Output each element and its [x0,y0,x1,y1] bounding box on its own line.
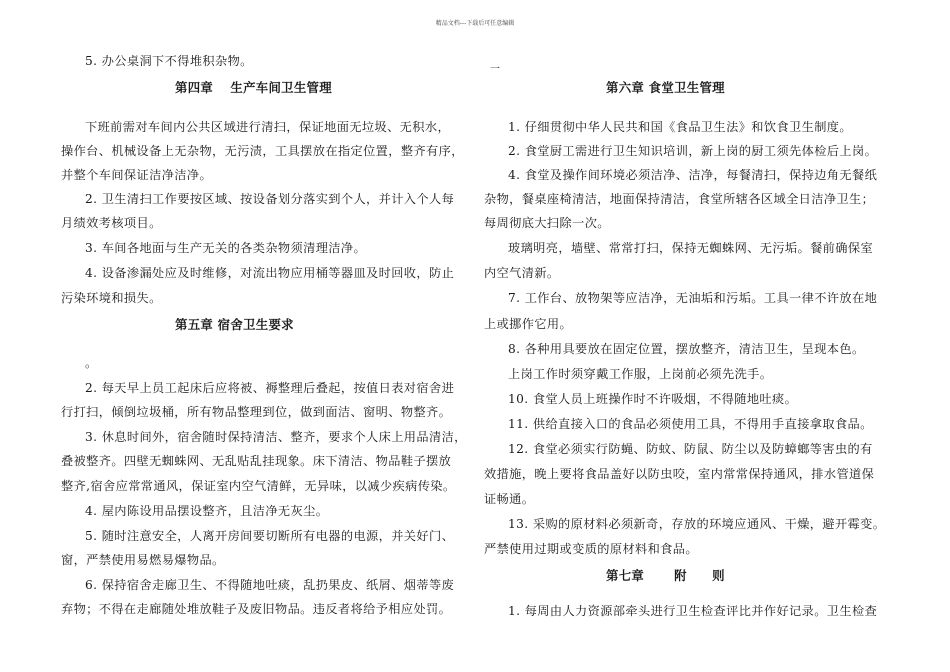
text-line: 窗，严禁使用易燃易爆物品。 [61,553,225,567]
text-line: 操作台、机械设备上无杂物，无污渍，工具摆放在指定位置，整齐有序， [61,144,464,158]
text-line: 并整个车间保证洁净洁净。 [61,168,213,182]
text-line: 7. 工作台、放物架等应洁净，无油垢和污垢。工具一律不许放在地 [508,291,878,305]
text-line: 弃物；不得在走廊随处堆放鞋子及废旧物品。违反者将给予相应处罚。 [61,602,452,616]
text-line: 叠被整齐。四壁无蜘蛛网、无乱贴乱挂现象。床下清洁、物品鞋子摆放 [61,454,452,468]
chapter-heading: 第四章 生产车间卫生管理 [175,80,332,95]
text-line: 1. 每周由人力资源部牵头进行卫生检查评比并作好记录。卫生检查 [508,604,878,618]
text-line: 每周彻底大扫除一次。 [484,216,610,230]
text-line: 12. 食堂必须实行防蝇、防蚊、防鼠、防尘以及防蟑螂等害虫的有 [508,442,873,456]
text-line: 4. 设备渗漏处应及时维修，对流出物应用桶等器皿及时回收，防止 [85,266,455,280]
text-line: 2. 食堂厨工需进行卫生知识培训，新上岗的厨工须先体检后上岗。 [508,144,878,158]
text-line: 2. 每天早上员工起床后应将被、褥整理后叠起，按值日表对宿舍进 [85,381,455,395]
text-line: 月绩效考核项目。 [61,216,162,230]
text-line: 玻璃明亮，墙壁、常常打扫，保持无蜘蛛网、无污垢。餐前确保室 [508,241,874,255]
text-line: 6. 保持宿舍走廊卫生、不得随地吐痰，乱扔果皮、纸屑、烟蒂等废 [85,578,455,592]
text-line: 10. 食堂人员上班操作时不许吸烟，不得随地吐痰。 [508,392,798,406]
text-line: 13. 采购的原材料必须新奇，存放的环境应通风、干燥，避开霉变。 [508,517,886,531]
text-line: 污染环境和损失。 [61,291,162,305]
text-line: 上岗工作时须穿戴工作服，上岗前必须先洗手。 [508,367,773,381]
text-line: 5. 办公桌洞下不得堆积杂物。 [85,54,253,68]
text-line: 效措施，晚上要将食品盖好以防虫咬，室内常常保持通风，排水管道保 [484,467,875,481]
text-line: 3. 车间各地面与生产无关的各类杂物须清理洁净。 [85,241,367,255]
text-line: 11. 供给直接入口的食品必须使用工具，不得用手直接拿取食品。 [508,417,873,431]
corner-mark: 一 [490,64,500,75]
text-line: 2. 卫生清扫工作要按区域、按设备划分落实到个人，并计入个人每 [85,192,455,206]
text-line: 严禁使用过期或变质的原材料和食品。 [484,542,698,556]
text-line: 8. 各种用具要放在固定位置，摆放整齐，清洁卫生，呈现本色。 [508,342,865,356]
text-line: 4. 屋内陈设用品摆设整齐，且洁净无灰尘。 [85,504,329,518]
text-line: 整齐,宿舍应常常通风，保证室内空气清鲜，无异味，以减少疾病传染。 [61,479,456,493]
text-line: 5. 随时注意安全，人离开房间要切断所有电器的电源，并关好门、 [85,529,455,543]
text-line: 内空气清新。 [484,266,560,280]
text-line: 行打扫，倾倒垃圾桶，所有物品整理到位，做到面洁、窗明、物整齐。 [61,405,452,419]
text-line: 。 [85,356,98,370]
text-line: 上或挪作它用。 [484,317,573,331]
header-note: 精品文档---下载后可任意编辑 [435,20,515,27]
chapter-heading: 第六章 食堂卫生管理 [606,80,725,95]
chapter-heading: 第七章 附 则 [606,568,725,583]
chapter-heading: 第五章 宿舍卫生要求 [175,317,294,332]
text-line: 杂物，餐桌座椅清洁，地面保持清洁，食堂所辖各区域全日洁净卫生； [484,192,875,206]
text-line: 证畅通。 [484,492,535,506]
text-line: 4. 食堂及操作间环境必须洁净、洁净，每餐清扫，保持边角无餐纸 [508,168,878,182]
text-line: 1. 仔细贯彻中华人民共和国《食品卫生法》和饮食卫生制度。 [508,120,852,134]
text-line: 3. 休息时间外，宿舍随时保持清洁、整齐，要求个人床上用品清洁， [85,430,467,444]
text-line: 下班前需对车间内公共区域进行清扫，保证地面无垃圾、无积水， [85,120,451,134]
